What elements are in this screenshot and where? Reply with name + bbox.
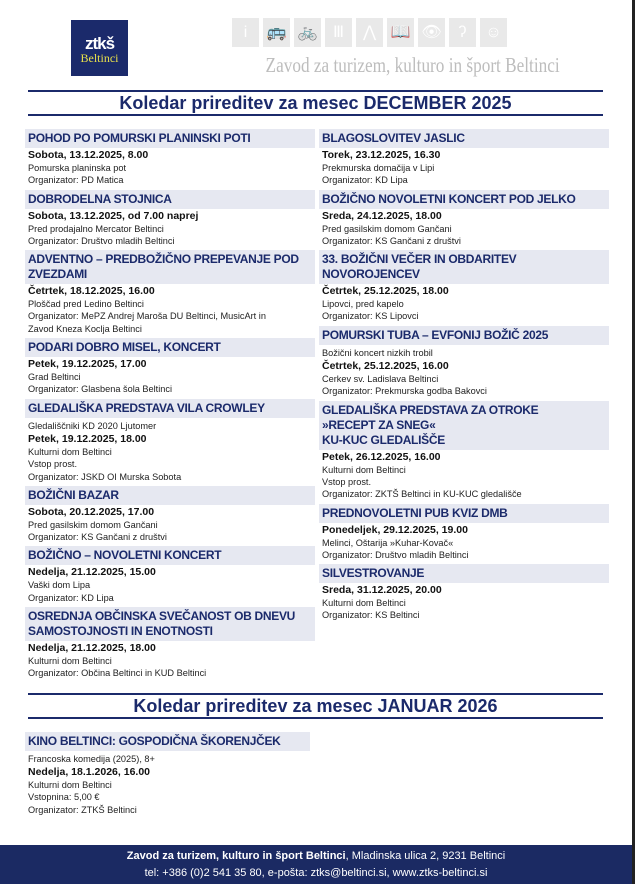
event-detail: Pred prodajalno Mercator Beltinci <box>28 223 164 234</box>
road-icon: ⋀ <box>356 18 383 47</box>
event-detail: Vstop prost. <box>322 476 372 487</box>
theatre-masks-icon: ☺ <box>480 18 507 47</box>
event-title: POHOD PO POMURSKI PLANINSKI POTI <box>25 129 315 148</box>
event-title: DOBRODELNA STOJNICA <box>25 190 315 209</box>
event-subtitle: Božični koncert nizkih trobil <box>322 347 433 358</box>
event-detail: Zavod Kneza Koclja Beltinci <box>28 323 142 334</box>
event-item <box>319 564 609 622</box>
cyclist-icon: 🚲 <box>294 18 321 47</box>
event-date: Četrtek, 25.12.2025, 18.00 <box>322 285 449 298</box>
december-title: Koledar prireditev za mesec DECEMBER 2025 <box>28 90 603 116</box>
event-item <box>25 546 315 604</box>
event-item <box>319 250 609 323</box>
event-title: ADVENTNO – PREDBOŽIČNO PREPEVANJE POD ZVEZDAMI <box>25 250 315 284</box>
event-detail: Organizator: KS Gančani z društvi <box>322 235 461 246</box>
event-date: Petek, 19.12.2025, 17.00 <box>28 358 147 371</box>
event-date: Sreda, 31.12.2025, 20.00 <box>322 584 442 597</box>
event-date: Nedelja, 21.12.2025, 18.00 <box>28 642 156 655</box>
event-date: Ponedeljek, 29.12.2025, 19.00 <box>322 523 468 536</box>
event-item <box>319 190 609 248</box>
event-item <box>25 190 315 248</box>
event-title: 33. BOŽIČNI VEČER IN OBDARITEV NOVOROJENCEV <box>319 250 609 284</box>
event-detail: Organizator: Glasbena šola Beltinci <box>28 384 173 395</box>
event-item <box>25 129 315 187</box>
event-title: BOŽIČNO NOVOLETNI KONCERT POD JELKO <box>319 190 609 209</box>
event-detail: Grad Beltinci <box>28 372 81 383</box>
event-date: Nedelja, 18.1.2026, 16.00 <box>28 765 151 778</box>
event-detail: Pomurska planinska pot <box>28 163 127 173</box>
january-column <box>25 732 310 819</box>
event-date: Četrtek, 18.12.2025, 16.00 <box>28 285 155 298</box>
book-icon: 📖 <box>387 18 414 47</box>
event-date: Sobota, 13.12.2025, od 7.00 naprej <box>28 209 199 222</box>
event-detail: Ploščad pred Ledino Beltinci <box>28 299 144 310</box>
event-item <box>319 504 609 562</box>
ear-icon: ʔ <box>449 18 476 47</box>
event-detail: Vaški dom Lipa <box>28 580 91 591</box>
event-item <box>25 399 315 483</box>
event-title: BLAGOSLOVITEV JASLIC <box>319 129 609 148</box>
event-detail: Organizator: JSKD OI Murska Sobota <box>28 471 182 482</box>
footer-contact: tel: +386 (0)2 541 35 80, e-pošta: ztks@beltinci.si, www.ztks-beltinci.si <box>144 867 488 879</box>
event-detail: Vstop prost. <box>28 459 78 470</box>
event-item <box>319 401 609 501</box>
event-detail: Melinci, Oštarija »Kuhar-Kovač« <box>322 537 454 548</box>
event-item <box>319 129 609 187</box>
event-item <box>319 326 609 398</box>
december-right-column <box>319 129 609 683</box>
logo-mark: ztkš <box>84 34 115 53</box>
event-title: GLEDALIŠKA PREDSTAVA VILA CROWLEY <box>25 399 315 418</box>
event-detail: Organizator: KD Lipa <box>322 175 408 186</box>
january-title: Koledar prireditev za mesec JANUAR 2026 <box>28 693 603 719</box>
event-detail: Organizator: ZKTŠ Beltinci in KU-KUC gledališče <box>322 489 522 500</box>
event-item <box>25 338 315 396</box>
tagline: Zavod za turizem, kulturo in šport Beltinci <box>265 53 560 77</box>
event-detail: Prekmurska domačija v Lipi <box>322 163 435 173</box>
event-title: KINO BELTINCI: GOSPODIČNA ŠKORENJČEK <box>25 732 310 751</box>
event-detail: Kulturni dom Beltinci <box>28 446 112 457</box>
bus-icon: 🚌 <box>263 18 290 47</box>
event-detail: Organizator: Društvo mladih Beltinci <box>28 235 175 246</box>
event-title: PREDNOVOLETNI PUB KVIZ DMB <box>319 504 609 523</box>
event-detail: Kulturni dom Beltinci <box>322 598 406 609</box>
event-subtitle: Francoska komedija (2025), 8+ <box>28 753 155 764</box>
event-detail: Kulturni dom Beltinci <box>28 779 112 790</box>
event-title: PODARI DOBRO MISEL, KONCERT <box>25 338 315 357</box>
event-detail: Organizator: PD Matica <box>28 175 124 186</box>
event-detail: Organizator: KS Gančani z društvi <box>28 532 167 543</box>
december-columns <box>25 129 635 683</box>
eye-icon: 👁 <box>418 18 445 47</box>
event-detail: Vstopnina: 5,00 € <box>28 792 100 803</box>
december-left-column <box>25 129 315 683</box>
event-item <box>25 732 310 816</box>
event-item <box>25 250 315 335</box>
event-detail: Organizator: Občina Beltinci in KUD Beltinci <box>28 668 207 679</box>
icon-row <box>232 18 507 47</box>
event-title: GLEDALIŠKA PREDSTAVA ZA OTROKE »RECEPT ZA SNEG« KU-KUC GLEDALIŠČE <box>319 401 609 450</box>
event-date: Petek, 26.12.2025, 16.00 <box>322 450 441 463</box>
event-item <box>25 607 315 680</box>
footer-org: Zavod za turizem, kulturo in šport Beltinci <box>126 850 346 862</box>
logo-town: Beltinci <box>80 51 119 65</box>
event-title: SILVESTROVANJE <box>319 564 609 583</box>
event-date: Torek, 23.12.2025, 16.30 <box>322 149 441 161</box>
event-detail: Organizator: KD Lipa <box>28 592 114 603</box>
event-detail: Organizator: KS Beltinci <box>322 610 420 621</box>
event-detail: Organizator: MePZ Andrej Maroša DU Beltinci, MusicArt in <box>28 311 266 322</box>
event-date: Sobota, 20.12.2025, 17.00 <box>28 505 155 518</box>
footer <box>0 845 632 884</box>
event-detail: Organizator: KS Lipovci <box>322 311 419 322</box>
event-detail: Lipovci, pred kapelo <box>322 299 404 310</box>
event-detail: Organizator: ZTKŠ Beltinci <box>28 804 137 815</box>
event-item <box>25 486 315 544</box>
event-subtitle: Gledališčniki KD 2020 Ljutomer <box>28 420 157 431</box>
event-detail: Cerkev sv. Ladislava Beltinci <box>322 374 439 385</box>
event-date: Četrtek, 25.12.2025, 16.00 <box>322 360 449 373</box>
columns-icon: Ⅲ <box>325 18 352 47</box>
event-date: Sreda, 24.12.2025, 18.00 <box>322 209 442 222</box>
event-detail: Organizator: Prekmurska godba Bakovci <box>322 386 487 397</box>
event-detail: Pred gasilskim domom Gančani <box>28 519 158 530</box>
event-title: OSREDNJA OBČINSKA SVEČANOST OB DNEVU SAMOSTOJNOSTI IN ENOTNOSTI <box>25 607 315 641</box>
event-detail: Kulturni dom Beltinci <box>322 464 406 475</box>
event-detail: Pred gasilskim domom Gančani <box>322 223 452 234</box>
event-detail: Kulturni dom Beltinci <box>28 656 112 667</box>
footer-address: , Mladinska ulica 2, 9231 Beltinci <box>345 850 506 862</box>
logo <box>71 20 128 76</box>
info-icon: i <box>232 18 259 47</box>
event-title: POMURSKI TUBA – EVFONIJ BOŽIČ 2025 <box>319 326 609 345</box>
event-detail: Organizator: Društvo mladih Beltinci <box>322 549 469 560</box>
event-date: Nedelja, 21.12.2025, 15.00 <box>28 566 156 579</box>
event-date: Sobota, 13.12.2025, 8.00 <box>28 149 149 161</box>
event-title: BOŽIČNI BAZAR <box>25 486 315 505</box>
event-title: BOŽIČNO – NOVOLETNI KONCERT <box>25 546 315 565</box>
header <box>0 0 635 90</box>
event-date: Petek, 19.12.2025, 18.00 <box>28 432 147 445</box>
